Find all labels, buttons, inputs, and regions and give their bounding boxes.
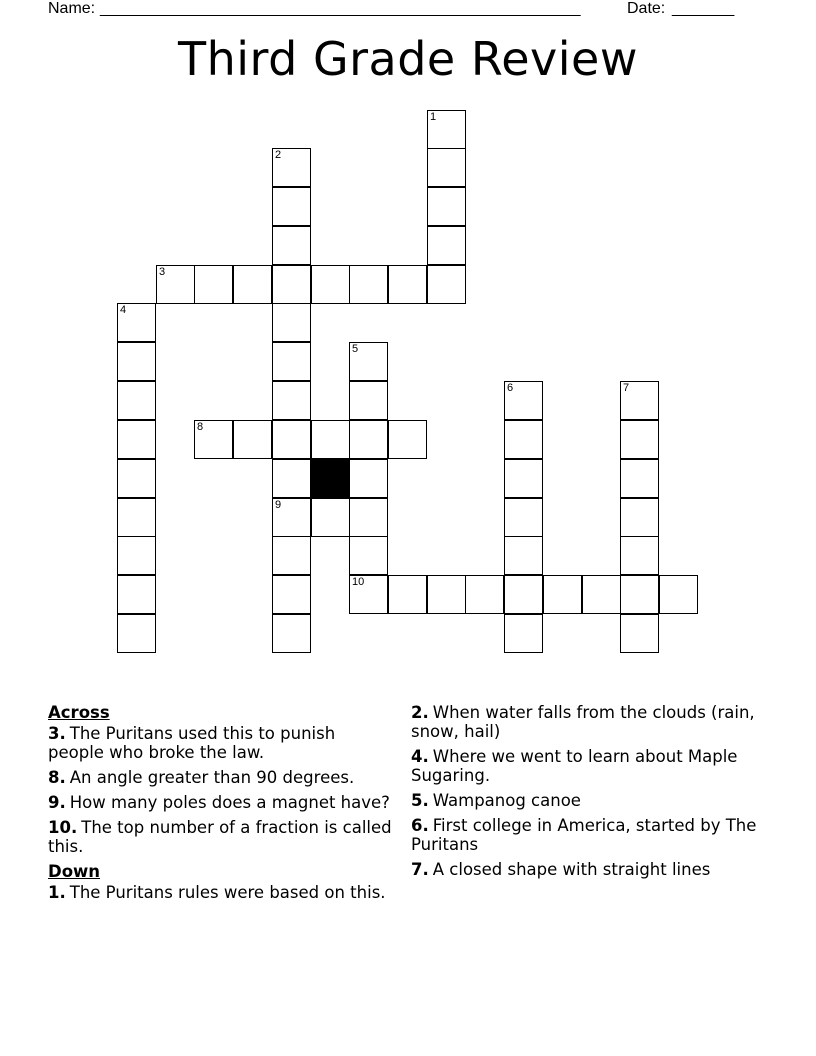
crossword-cell[interactable] (272, 575, 311, 614)
clue-number: 4 (120, 304, 127, 316)
clue-text: The Puritans rules were based on this. (69, 883, 386, 902)
crossword-cell[interactable] (272, 342, 311, 381)
clue-number: 9. (48, 793, 66, 812)
crossword-cell[interactable] (311, 498, 350, 537)
crossword-cell[interactable] (543, 575, 582, 614)
clue-text: The top number of a fraction is called this. (48, 818, 392, 856)
crossword-cell[interactable] (117, 381, 156, 420)
clue-number: 6. (411, 816, 429, 835)
crossword-cell[interactable] (349, 459, 388, 498)
clue-number: 7 (623, 382, 630, 394)
crossword-cell[interactable] (117, 420, 156, 459)
clue-down-4 (411, 747, 761, 785)
crossword-cell[interactable] (504, 575, 543, 614)
crossword-cell[interactable] (504, 381, 543, 420)
clue-text: A closed shape with straight lines (432, 860, 711, 879)
crossword-cell[interactable] (349, 498, 388, 537)
crossword-cell[interactable] (117, 614, 156, 653)
crossword-cell[interactable] (349, 381, 388, 420)
crossword-cell[interactable] (427, 110, 466, 149)
crossword-cell[interactable] (427, 148, 466, 187)
crossword-cell[interactable] (582, 575, 621, 614)
crossword-cell[interactable] (620, 614, 659, 653)
crossword-cell[interactable] (504, 459, 543, 498)
crossword-cell[interactable] (620, 536, 659, 575)
crossword-cell[interactable] (194, 265, 233, 304)
clue-down-6 (411, 816, 761, 854)
crossword-cell[interactable] (272, 498, 311, 537)
clue-number: 10 (352, 576, 365, 588)
crossword-cell[interactable] (388, 575, 427, 614)
crossword-cell[interactable] (349, 575, 388, 614)
clue-text: How many poles does a magnet have? (69, 793, 390, 812)
clue-down-5 (411, 791, 761, 810)
clue-down-1 (48, 883, 393, 902)
clue-number: 2 (275, 149, 282, 161)
clue-number: 8 (197, 421, 204, 433)
crossword-cell[interactable] (620, 575, 659, 614)
clue-number: 3 (159, 266, 166, 278)
crossword-cell[interactable] (272, 459, 311, 498)
clue-text: When water falls from the clouds (rain, snow, hail) (411, 703, 755, 741)
crossword-cell[interactable] (349, 342, 388, 381)
crossword-cell[interactable] (272, 614, 311, 653)
crossword-cell[interactable] (504, 498, 543, 537)
crossword-cell[interactable] (620, 459, 659, 498)
crossword-cell[interactable] (388, 420, 427, 459)
crossword-cell[interactable] (620, 420, 659, 459)
crossword-cell[interactable] (117, 342, 156, 381)
clue-across-9 (48, 793, 393, 812)
clue-number: 6 (507, 382, 514, 394)
date-label: Date: (627, 0, 666, 17)
crossword-cell[interactable] (272, 381, 311, 420)
crossword-cell[interactable] (465, 575, 504, 614)
clue-number: 1 (430, 111, 437, 123)
clue-number: 4. (411, 747, 429, 766)
crossword-cell[interactable] (504, 536, 543, 575)
name-field[interactable]: ______________________________________________________ (100, 0, 581, 17)
clue-number: 8. (48, 768, 66, 787)
crossword-cell[interactable] (349, 420, 388, 459)
name-label: Name: (48, 0, 96, 17)
crossword-cell[interactable] (349, 265, 388, 304)
clue-down-7 (411, 860, 761, 879)
crossword-cell[interactable] (194, 420, 233, 459)
clues-left-column (48, 703, 393, 908)
page-title: Third Grade Review (178, 32, 638, 86)
crossword-cell[interactable] (272, 536, 311, 575)
clue-across-8 (48, 768, 393, 787)
crossword-cell[interactable] (117, 575, 156, 614)
crossword-cell[interactable] (117, 498, 156, 537)
crossword-cell[interactable] (272, 265, 311, 304)
crossword-cell[interactable] (272, 226, 311, 265)
clue-number: 3. (48, 724, 66, 743)
crossword-cell[interactable] (272, 148, 311, 187)
crossword-cell[interactable] (311, 265, 350, 304)
crossword-cell[interactable] (659, 575, 698, 614)
clue-text: First college in America, started by The Puritans (411, 816, 757, 854)
clue-number: 10. (48, 818, 78, 837)
crossword-cell[interactable] (427, 265, 466, 304)
date-field[interactable]: _______ (672, 0, 735, 17)
crossword-cell[interactable] (620, 498, 659, 537)
clue-number: 1. (48, 883, 66, 902)
crossword-cell[interactable] (272, 303, 311, 342)
crossword-cell[interactable] (349, 536, 388, 575)
clue-text: Wampanog canoe (432, 791, 581, 810)
crossword-cell[interactable] (504, 614, 543, 653)
clue-text: The Puritans used this to punish people who broke the law. (48, 724, 336, 762)
crossword-cell[interactable] (272, 187, 311, 226)
crossword-cell[interactable] (388, 265, 427, 304)
clue-text: Where we went to learn about Maple Sugaring. (411, 747, 738, 785)
clues-right-column (411, 703, 761, 885)
clue-number: 2. (411, 703, 429, 722)
clue-down-2 (411, 703, 761, 741)
clue-across-10 (48, 818, 393, 856)
crossword-cell[interactable] (427, 226, 466, 265)
across-heading: Across (48, 703, 110, 722)
down-heading: Down (48, 862, 101, 881)
crossword-cell[interactable] (427, 575, 466, 614)
crossword-cell[interactable] (427, 187, 466, 226)
clue-number: 5 (352, 343, 359, 355)
clue-number: 9 (275, 499, 282, 511)
crossword-cell[interactable] (233, 265, 272, 304)
crossword-cell[interactable] (117, 459, 156, 498)
black-square (311, 459, 350, 498)
crossword-cell[interactable] (272, 420, 311, 459)
clue-across-3 (48, 724, 393, 762)
clue-number: 7. (411, 860, 429, 879)
crossword-cell[interactable] (117, 303, 156, 342)
crossword-cell[interactable] (117, 536, 156, 575)
crossword-cell[interactable] (233, 420, 272, 459)
clue-number: 5. (411, 791, 429, 810)
crossword-cell[interactable] (156, 265, 195, 304)
crossword-cell[interactable] (311, 420, 350, 459)
clue-text: An angle greater than 90 degrees. (69, 768, 355, 787)
crossword-cell[interactable] (620, 381, 659, 420)
crossword-cell[interactable] (504, 420, 543, 459)
